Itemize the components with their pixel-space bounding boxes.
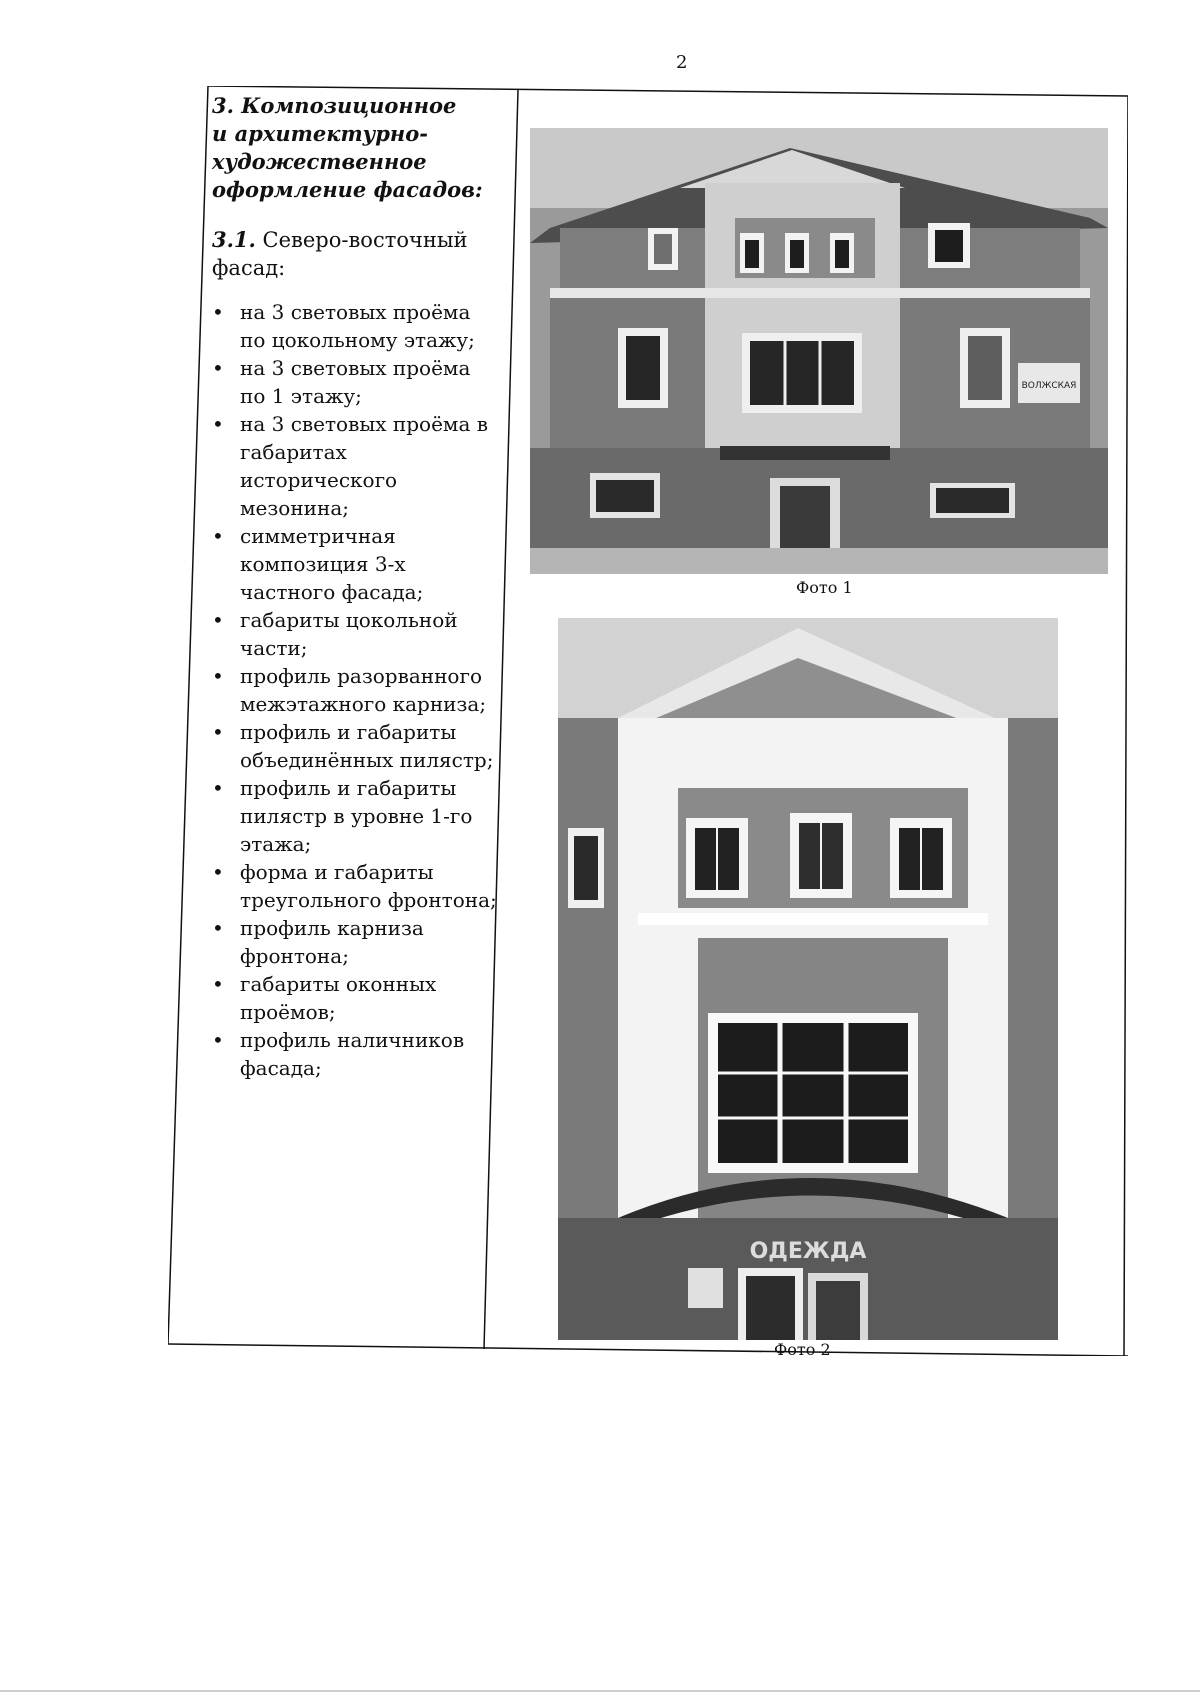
facade-photo-2-image [558,618,1058,1340]
list-item: • форма и габариты треугольного фронтона; [212,858,502,914]
photo-1 [530,128,1108,574]
heading-line: 3. Композиционное [212,93,457,118]
list-item: • профиль и габариты пилястр в уровне 1-го этажа; [212,774,502,858]
list-item: • на 3 световых проёма в габаритах исторического мезонина; [212,410,502,522]
list-item: • профиль карниза фронтона; [212,914,502,970]
photo-1-caption: Фото 1 [796,578,853,597]
list-item: • габариты цокольной части; [212,606,502,662]
list-item: • на 3 световых проёма по цокольному этажу; [212,298,502,354]
photo-2 [558,618,1058,1340]
list-item: • профиль наличников фасада; [212,1026,502,1082]
list-item: • на 3 световых проёма по 1 этажу; [212,354,502,410]
list-item: • профиль и габариты объединённых пилястр; [212,718,502,774]
left-column [212,92,502,1082]
photo1-sign-text: ВОЛЖСКАЯ [1021,381,1077,391]
feature-list [212,298,502,1082]
heading-line: и архитектурно- [212,121,428,146]
list-item: • симметричная композиция 3-х частного фасада; [212,522,502,606]
photo-2-caption: Фото 2 [774,1340,831,1359]
facade-photo-1-image [530,128,1108,574]
subheading-number: 3.1. [212,227,256,252]
list-item: • габариты оконных проёмов; [212,970,502,1026]
subheading-text: Северо-восточный фасад: [212,228,468,280]
list-item: • профиль разорванного межэтажного карниза; [212,662,502,718]
page-number: 2 [676,52,688,73]
section-heading [212,92,502,204]
heading-line: художественное [212,149,427,174]
photo2-sign-text: ОДЕЖДА [749,1239,867,1264]
subheading [212,226,502,282]
heading-line: оформление фасадов: [212,177,483,202]
scan-edge [0,1690,1200,1692]
